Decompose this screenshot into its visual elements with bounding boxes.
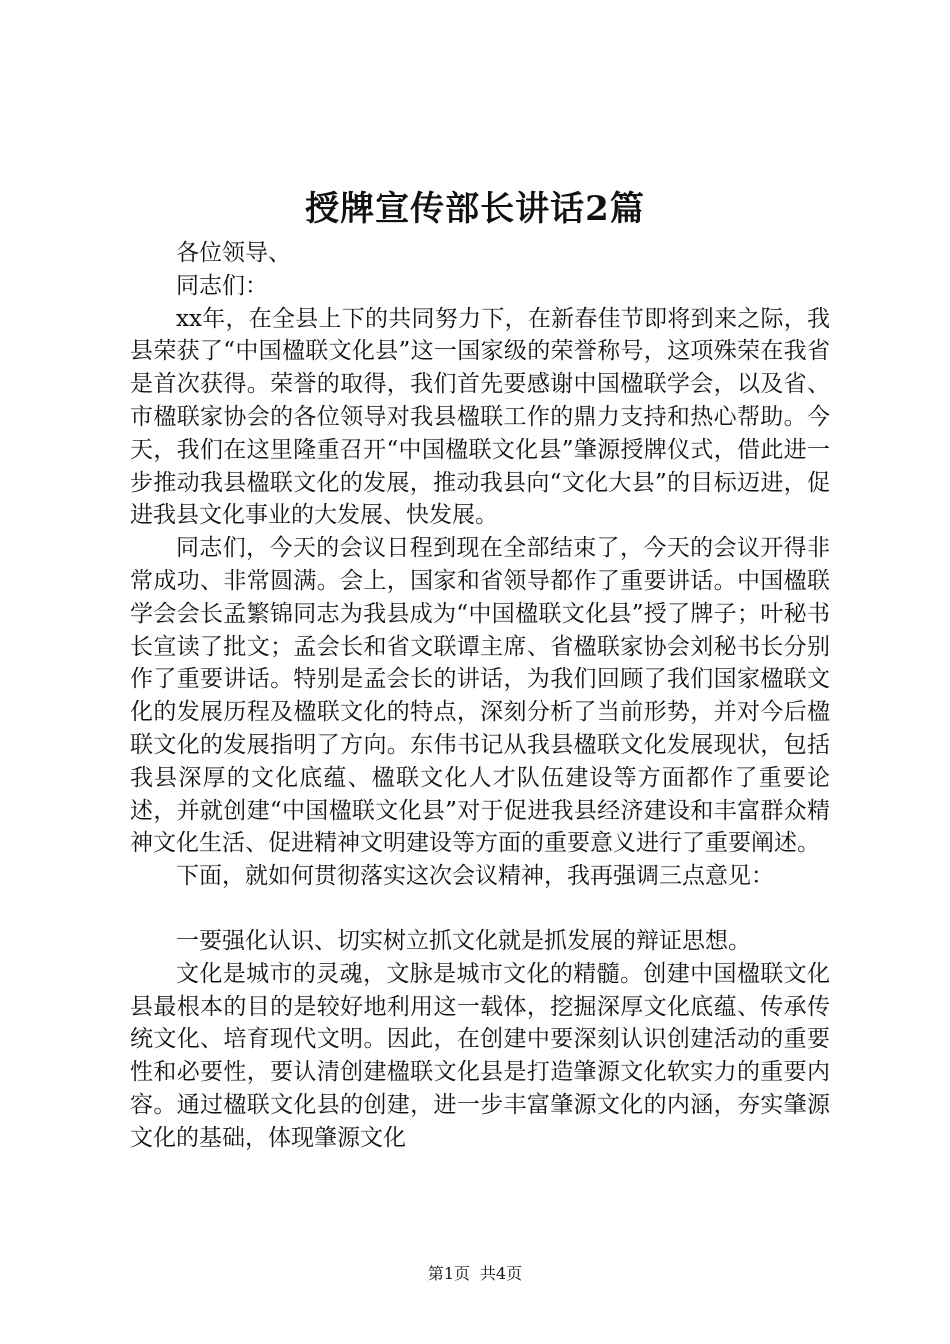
document-body xyxy=(130,237,830,1155)
page-number: 第1页 xyxy=(427,1264,470,1283)
page-total: 共4页 xyxy=(480,1264,523,1283)
point-one-heading: 一要强化认识、切实树立抓文化就是抓发展的辩证思想。 xyxy=(176,927,751,954)
paragraph-point-one: 文化是城市的灵魂，文脉是城市文化的精髓。创建中国楹联文化县最根本的目的是较好地利用这一载体，挖掘深厚文化底蕴、传承传统文化、培育现代文明。因此，在创建中要深刻认识创建活动的重要性和必要性，要认清创建楹联文化县是打造肇源文化软实力的重要内容。通过楹联文化县的创建，进一步丰富肇源文化的内涵，夯实肇源文化的基础，体现肇源文化 xyxy=(130,960,830,1151)
salutation-leaders: 各位领导、 xyxy=(176,240,291,266)
paragraph-transition: 下面，就如何贯彻落实这次会议精神，我再强调三点意见： xyxy=(176,863,774,890)
paragraph-opening: xx年，在全县上下的共同努力下，在新春佳节即将到来之际，我县荣获了“中国楹联文化县”这一国家级的荣誉称号，这项殊荣在我省是首次获得。荣誉的取得，我们首先要感谢中国楹联学会，以及省、市楹联家协会的各位领导对我县楹联工作的鼎力支持和热心帮助。今天，我们在这里隆重召开“中国楹联文化县”肇源授牌仪式，借此进一步推动我县楹联文化的发展，推动我县向“文化大县”的目标迈进，促进我县文化事业的大发展、快发展。 xyxy=(130,305,830,529)
page-footer xyxy=(0,1263,950,1285)
page-title: 授牌宣传部长讲话2篇 xyxy=(305,189,645,229)
salutation-comrades: 同志们： xyxy=(176,272,268,299)
paragraph-meeting-summary: 同志们，今天的会议日程到现在全部结束了，今天的会议开得非常成功、非常圆满。会上，国家和省领导都作了重要讲话。中国楹联学会会长孟繁锦同志为我县成为“中国楹联文化县”授了牌子；叶秘书长宣读了批文；孟会长和省文联谭主席、省楹联家协会刘秘书长分别作了重要讲话。特别是孟会长的讲话，为我们回顾了我们国家楹联文化的发展历程及楹联文化的特点，深刻分析了当前形势，并对今后楹联文化的发展指明了方向。东伟书记从我县楹联文化发展现状，包括我县深厚的文化底蕴、楹联文化人才队伍建设等方面都作了重要论述，并就创建“中国楹联文化县”对于促进我县经济建设和丰富群众精神文化生活、促进精神文明建设等方面的重要意义进行了重要阐述。 xyxy=(130,535,830,857)
